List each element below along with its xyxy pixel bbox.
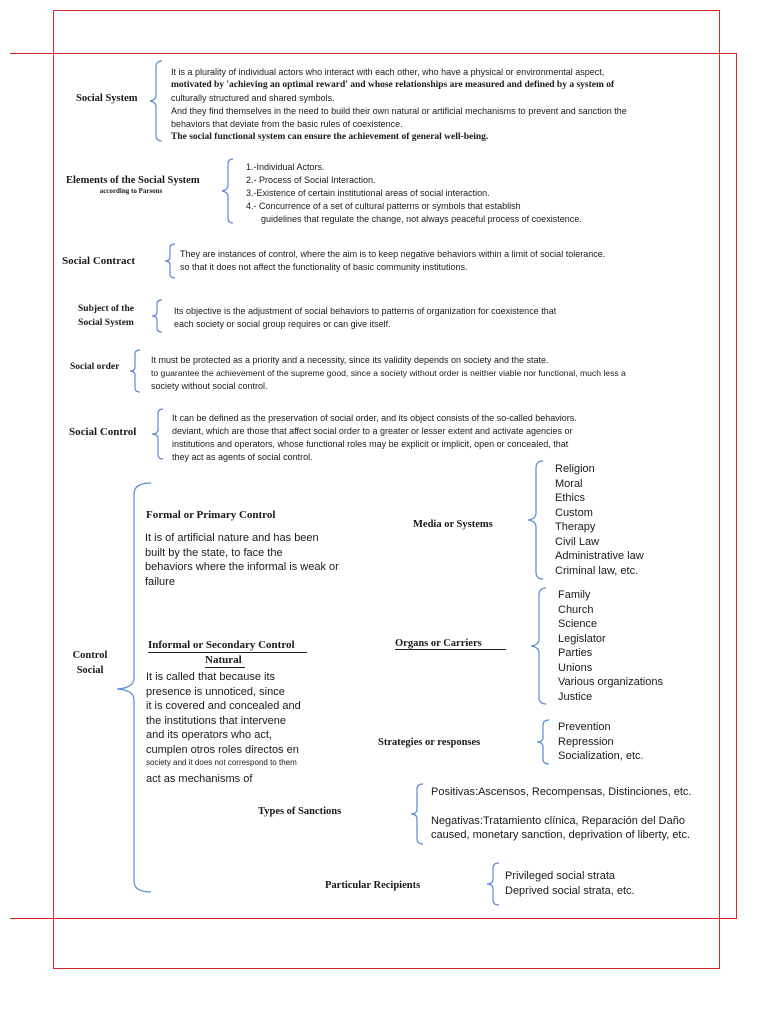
- formal-control-title: Formal or Primary Control: [146, 509, 276, 521]
- elements-bracket: [220, 158, 238, 224]
- elements-item: 2.- Process of Social Interaction.: [246, 175, 376, 185]
- media-item: Custom: [555, 506, 593, 519]
- social-contract-label: Social Contract: [62, 255, 136, 267]
- frame-line: [53, 10, 54, 969]
- media-systems-list: [555, 462, 644, 578]
- elements-label: [66, 175, 200, 195]
- subject-label-line: Subject of the: [78, 304, 134, 314]
- informal-line: presence is unnoticed, since: [146, 685, 285, 698]
- social-control-label: Social Control: [69, 426, 137, 438]
- subject-line: Its objective is the adjustment of social behaviors to patterns of organization for coexistence that: [174, 306, 557, 316]
- social-contract-line: so that it does not affect the functionality of basic community institutions.: [180, 262, 468, 272]
- sanctions-positive: Positivas:Ascensos, Recompensas, Distinciones, etc.: [431, 786, 692, 798]
- informal-control-title: [148, 638, 307, 668]
- frame-line: [10, 918, 737, 919]
- organs-item: Various organizations: [558, 676, 663, 688]
- strategies-item: Prevention: [558, 721, 611, 733]
- elements-title: Elements of the Social System: [66, 175, 200, 186]
- organs-item: Parties: [558, 647, 593, 659]
- social-system-line: culturally structured and shared symbols.: [171, 93, 335, 103]
- elements-item: 4.- Concurrence of a set of cultural patterns or symbols that establish: [246, 201, 521, 211]
- social-control-line: deviant, which are those that affect social order to a greater or lesser extent and activate agencies or: [172, 426, 573, 436]
- elements-item: guidelines that regulate the change, not always peaceful process of coexistence.: [261, 214, 582, 224]
- social-control-line: institutions and operators, whose functional roles may be explicit or implicit, open or concealed, that: [172, 439, 569, 449]
- social-system-label: Social System: [76, 93, 138, 104]
- control-social-label-line: Control: [72, 650, 108, 661]
- informal-title-line: Informal or Secondary Control: [148, 638, 307, 653]
- media-item: Administrative law: [555, 550, 644, 562]
- social-contract-text: [180, 248, 605, 274]
- social-system-line: The social functional system can ensure the achievement of general well-being.: [171, 132, 489, 142]
- social-contract-line: They are instances of control, where the aim is to keep negative behaviors within a limit of social tolerance.: [180, 249, 606, 259]
- media-item: Ethics: [555, 492, 585, 504]
- informal-line: and its operators who act,: [146, 729, 272, 741]
- elements-text: [246, 161, 582, 226]
- informal-small-line: society and it does not correspond to them: [146, 758, 297, 767]
- control-social-label: [64, 648, 116, 678]
- formal-line: failure: [145, 575, 175, 588]
- organs-item: Science: [558, 618, 598, 630]
- subject-line: each society or social group requires or can give itself.: [174, 319, 391, 329]
- formal-line: It is of artificial nature and has been: [145, 532, 319, 544]
- media-item: Moral: [555, 477, 583, 490]
- sanctions-negative: caused, monetary sanction, deprivation of liberty, etc.: [431, 829, 691, 841]
- informal-line: It is called that because its: [146, 671, 276, 683]
- social-system-line: It is a plurality of individual actors who interact with each other, who have a physical or environmental aspect,: [171, 67, 605, 77]
- media-systems-label: Media or Systems: [413, 519, 493, 530]
- subject-label: [66, 302, 146, 330]
- organs-carriers-bracket: [528, 587, 550, 705]
- informal-line: it is covered and concealed and: [146, 700, 301, 712]
- recipients-bracket: [485, 862, 503, 906]
- strategies-list: [558, 720, 644, 764]
- sanctions-negative: Negativas:Tratamiento clínica, Reparación del Daño: [431, 814, 685, 827]
- sanctions-text: [431, 785, 691, 843]
- organs-item: Unions: [558, 661, 593, 674]
- social-control-bracket: [150, 408, 168, 460]
- media-item: Religion: [555, 463, 595, 475]
- organs-carriers-text: Organs or Carriers: [395, 638, 506, 650]
- informal-line: act as mechanisms of: [146, 773, 253, 785]
- recipients-item: Privileged social strata: [505, 870, 616, 882]
- informal-control-text: [146, 670, 301, 787]
- strategies-item: Repression: [558, 735, 614, 748]
- social-order-line: to guarantee the achievement of the supreme good, since a society without order is neither viable nor functional, much less a: [151, 368, 626, 378]
- organs-item: Family: [558, 589, 591, 601]
- media-item: Therapy: [555, 521, 596, 533]
- formal-line: built by the state, to face the: [145, 546, 283, 559]
- social-order-label: Social order: [70, 362, 120, 372]
- frame-line: [53, 968, 720, 969]
- social-control-text: [172, 412, 577, 464]
- control-social-label-line: Social: [76, 665, 104, 676]
- elements-item: 1.-Individual Actors.: [246, 162, 325, 172]
- organs-item: Church: [558, 603, 594, 616]
- formal-line: behaviors where the informal is weak or: [145, 561, 339, 573]
- media-item: Criminal law, etc.: [555, 564, 639, 577]
- social-system-bracket: [148, 60, 168, 142]
- organs-item: Justice: [558, 690, 593, 703]
- social-system-text: [171, 66, 627, 144]
- informal-title-line: Natural: [205, 653, 245, 668]
- social-system-line: motivated by 'achieving an optimal reward' and whose relationships are measured and defined by a system of: [171, 80, 615, 90]
- social-order-text: [151, 354, 626, 393]
- frame-line: [10, 53, 737, 54]
- organs-item: Legislator: [558, 632, 606, 645]
- media-item: Civil Law: [555, 535, 600, 548]
- recipients-label: Particular Recipients: [325, 880, 421, 891]
- recipients-list: [505, 869, 635, 898]
- subject-label-line: Social System: [78, 318, 134, 328]
- frame-line: [719, 10, 720, 969]
- formal-control-text: [145, 531, 339, 589]
- informal-line: the institutions that intervene: [146, 714, 287, 727]
- social-system-line: And they find themselves in the need to build their own natural or artificial mechanisms to prevent and sanction the: [171, 106, 627, 116]
- recipients-item: Deprived social strata, etc.: [505, 884, 635, 897]
- strategies-label: Strategies or responses: [378, 737, 481, 748]
- elements-item: 3.-Existence of certain institutional areas of social interaction.: [246, 188, 490, 198]
- subject-bracket: [150, 299, 166, 333]
- frame-line: [53, 10, 720, 11]
- sanctions-bracket: [409, 783, 427, 845]
- strategies-item: Socialization, etc.: [558, 750, 644, 762]
- organs-carriers-list: [558, 588, 663, 704]
- subject-text: [174, 305, 556, 331]
- social-control-line: they act as agents of social control.: [172, 452, 313, 462]
- media-systems-bracket: [525, 460, 547, 580]
- frame-line: [736, 53, 737, 919]
- social-order-bracket: [128, 349, 144, 393]
- informal-line: cumplen otros roles directos en: [146, 743, 299, 756]
- organs-carriers-label: [395, 638, 506, 649]
- elements-subtitle: according to Parsons: [99, 187, 163, 195]
- social-system-line: behaviors that deviate from the basic rules of coexistence.: [171, 119, 403, 129]
- social-contract-bracket: [163, 243, 179, 279]
- strategies-bracket: [535, 719, 553, 765]
- social-control-line: It can be defined as the preservation of social order, and its object consists of the so-called behaviors.: [172, 413, 577, 423]
- sanctions-label: Types of Sanctions: [258, 806, 342, 817]
- social-order-line: It must be protected as a priority and a necessity, since its validity depends on society and the state.: [151, 355, 549, 365]
- social-order-line: society without social control.: [151, 381, 268, 391]
